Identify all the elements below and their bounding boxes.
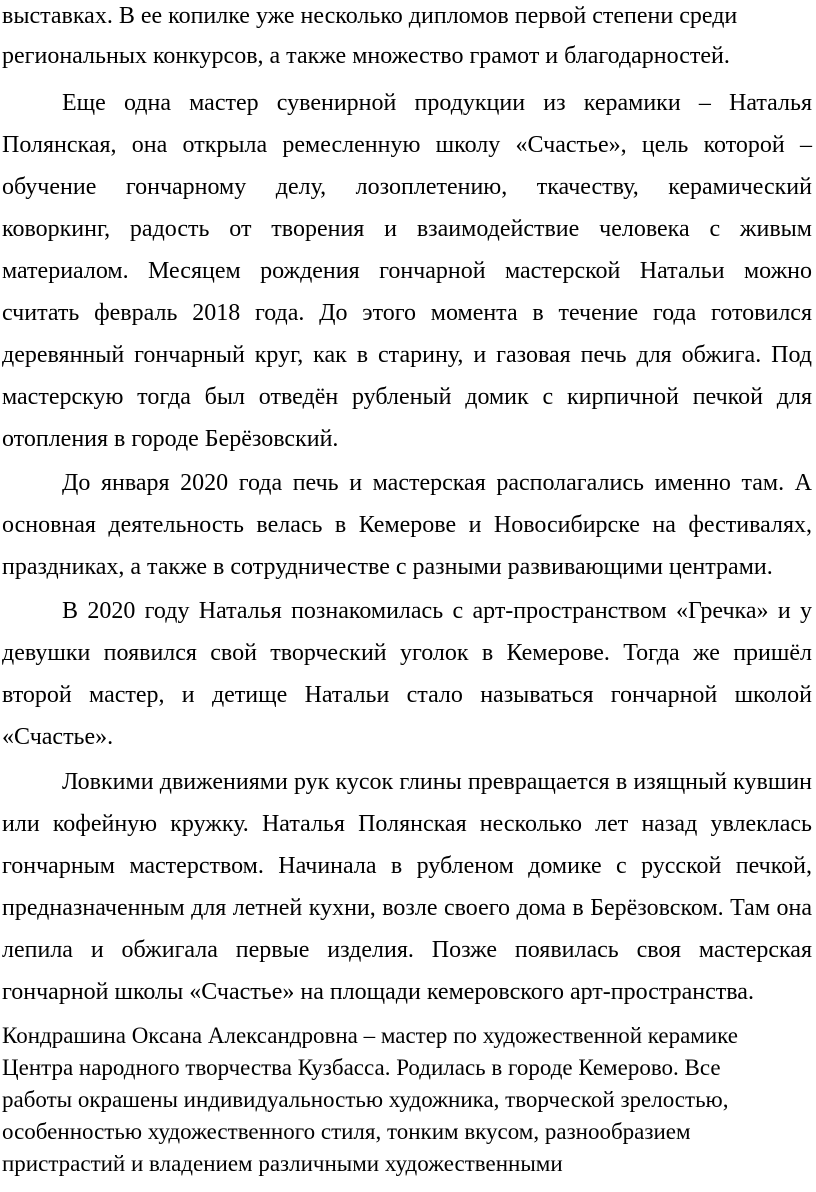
text-line: гончарной школы «Счастье» на площади кемеровского арт-пространства. — [2, 979, 754, 1005]
text-line: обучение гончарному делу, лозоплетению, ткачеству, керамический — [2, 174, 812, 200]
text-line: гончарным мастерством. Начинала в рубленом домике с русской печкой, — [2, 853, 812, 879]
text-line: второй мастер, и детище Натальи стало называться гончарной школой — [2, 682, 812, 708]
text-line: основная деятельность велась в Кемерове и Новосибирске на фестивалях, — [2, 512, 812, 538]
text-line: До января 2020 года печь и мастерская располагались именно там. А — [62, 470, 812, 496]
text-line: Ловкими движениями рук кусок глины превращается в изящный кувшин — [62, 769, 812, 795]
text-line: материалом. Месяцем рождения гончарной мастерской Натальи можно — [2, 258, 812, 284]
text-line: пристрастий и владением различными художественными — [2, 1151, 563, 1176]
text-line: работы окрашены индивидуальностью художника, творческой зрелостью, — [2, 1087, 729, 1112]
text-line: коворкинг, радость от творения и взаимодействие человека с живым — [2, 216, 812, 242]
text-line: выставках. В ее копилке уже несколько дипломов первой степени среди — [2, 3, 738, 29]
text-line: праздниках, а также в сотрудничестве с разными развивающими центрами. — [2, 554, 773, 580]
text-line: отопления в городе Берёзовский. — [2, 426, 339, 452]
text-line: мастерскую тогда был отведён рубленый домик с кирпичной печкой для — [2, 384, 812, 410]
text-line: особенностью художественного стиля, тонким вкусом, разнообразием — [2, 1119, 691, 1144]
text-line: Еще одна мастер сувенирной продукции из керамики – Наталья — [62, 90, 812, 116]
text-line: Кондрашина Оксана Александровна – мастер по художественной керамике — [2, 1023, 738, 1048]
text-line: считать февраль 2018 года. До этого момента в течение года готовился — [2, 300, 812, 326]
text-line: девушки появился свой творческий уголок в Кемерове. Тогда же пришёл — [2, 640, 812, 666]
text-line: «Счастье». — [2, 724, 114, 750]
text-line: лепила и обжигала первые изделия. Позже появилась своя мастерская — [2, 937, 812, 963]
text-line: предназначенным для летней кухни, возле своего дома в Берёзовском. Там она — [2, 895, 812, 921]
text-line: деревянный гончарный круг, как в старину, и газовая печь для обжига. Под — [2, 342, 812, 368]
text-line: или кофейную кружку. Наталья Полянская несколько лет назад увлеклась — [2, 811, 812, 837]
text-line: региональных конкурсов, а также множество грамот и благодарностей. — [2, 43, 730, 69]
text-line: Центра народного творчества Кузбасса. Родилась в городе Кемерово. Все — [2, 1055, 721, 1080]
text-line: Полянская, она открыла ремесленную школу «Счастье», цель которой – — [2, 132, 812, 158]
text-line: В 2020 году Наталья познакомилась с арт-пространством «Гречка» и у — [62, 598, 812, 624]
